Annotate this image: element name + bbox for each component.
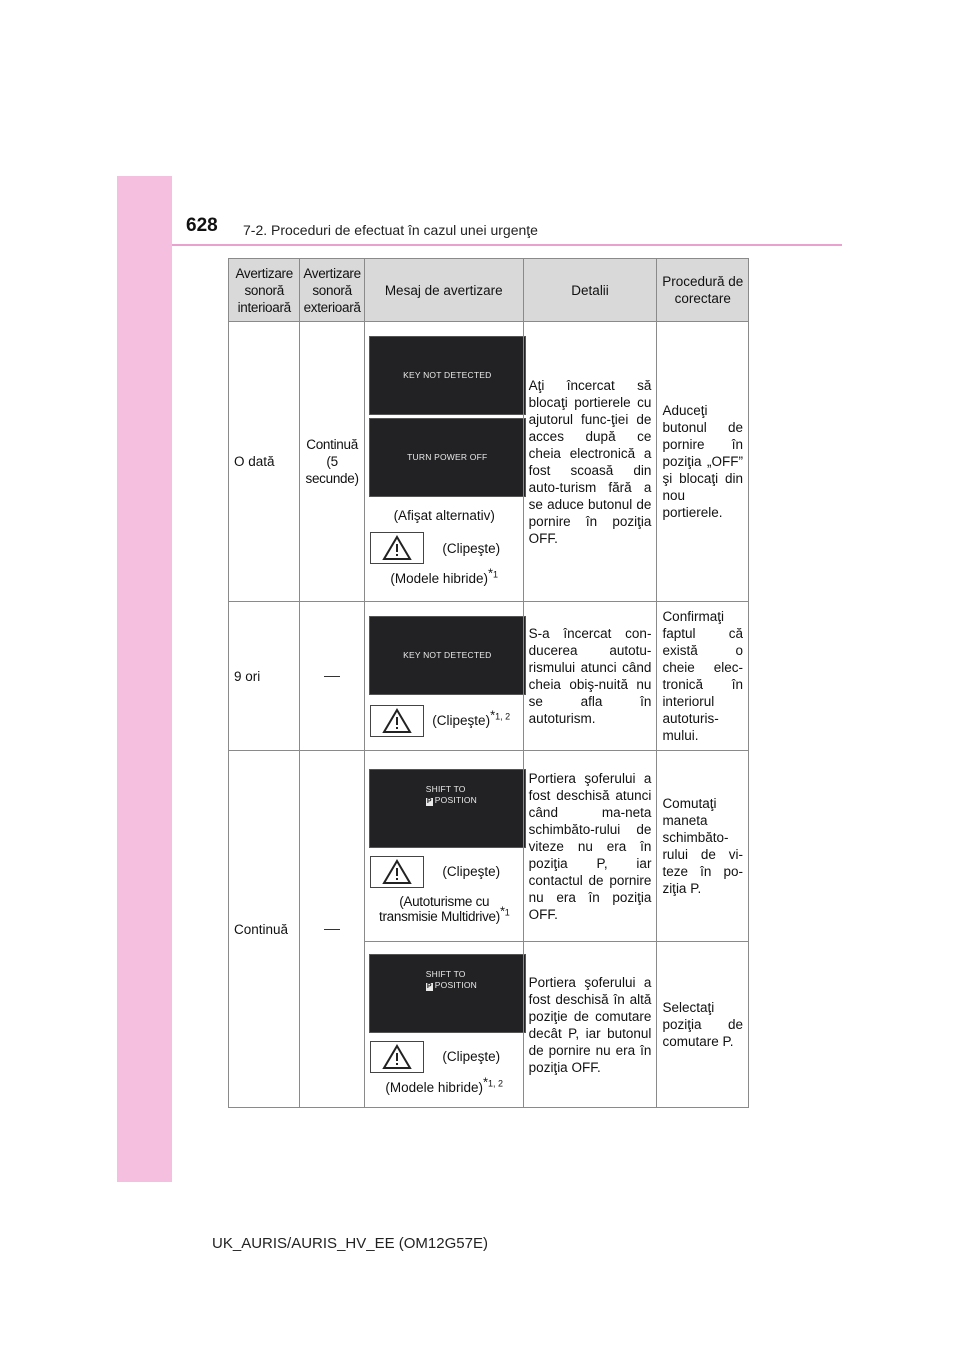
header-message: Mesaj de avertizare (364, 259, 523, 322)
page-footer (0, 1235, 960, 1252)
display-screen (369, 616, 526, 695)
details-cell: Portiera şoferului a fost deschisă atunci când ma-neta schimbăto-rului de viteze nu era în poziţia P, iar contactul de pornire nu era în poziţia OFF. (523, 751, 657, 942)
warning-label: (Clipeşte) (442, 1049, 501, 1064)
warning-light (370, 705, 424, 737)
exterior-buzzer-cell (300, 751, 364, 1108)
interior-buzzer-cell: Continuă (229, 751, 300, 1108)
warning-light (370, 1041, 424, 1073)
table-header-row (229, 259, 749, 322)
exterior-buzzer-cell: Continuă (5 secunde) (300, 322, 364, 602)
message-cell (364, 942, 523, 1108)
chapter-side-tab (117, 176, 172, 1182)
table-row (229, 322, 749, 602)
details-cell: Aţi încercat să blocaţi portierele cu ajutorul func-ţiei de acces după ce cheia electronică a fost scoasă din auto-turism fără a se aduce butonul de pornire în poziţia OFF. (523, 322, 657, 602)
warning-triangle-icon (382, 535, 412, 561)
interior-buzzer-cell: O dată (229, 322, 300, 602)
table-row (229, 751, 749, 942)
interior-buzzer-cell: 9 ori (229, 602, 300, 751)
header-details: Detalii (523, 259, 657, 322)
warning-light (370, 856, 424, 888)
screen-text: SHIFT TO (425, 783, 466, 794)
screen-text: KEY NOT DETECTED (403, 649, 492, 660)
model-note: (Modele hibride)*$^{1, 2}$ (385, 1074, 504, 1095)
footer-text: UK_AURIS/AURIS_HV_EE (OM12G57E) (212, 1235, 488, 1252)
display-screen (369, 418, 526, 497)
park-indicator-icon: P (426, 982, 432, 990)
alternate-note: (Afişat alternativ) (393, 508, 495, 523)
screen-text: TURN POWER OFF (407, 452, 488, 462)
header-divider (172, 244, 842, 246)
message-cell (364, 322, 523, 602)
warning-table (228, 258, 749, 1108)
header-exterior-buzzer: Avertizare sonoră exterioară (300, 259, 364, 322)
dash-mark (324, 929, 340, 930)
screen-text: POSITION (434, 794, 477, 805)
procedure-cell: Comutaţi maneta schimbăto-rului de vi-teze în po-ziţia P. (657, 751, 749, 942)
warning-triangle-icon (382, 1044, 412, 1070)
chapter-title: 7-2. Proceduri de efectuat în cazul unei urgenţe (243, 222, 538, 238)
warning-triangle-icon (382, 859, 412, 885)
procedure-cell: Aduceţi butonul de pornire în poziţia „OFF” şi blocaţi din nou portierele. (657, 322, 749, 602)
park-indicator-icon: P (426, 797, 432, 805)
warning-label: (Clipeşte)*$^{1, 2}$ (432, 707, 511, 728)
dash-mark (324, 676, 340, 677)
exterior-buzzer-cell (300, 602, 364, 751)
procedure-cell: Confirmaţi faptul că există o cheie elec-tronică în interiorul autoturis-mului. (657, 602, 749, 751)
model-note: (Modele hibride)*$^1$ (390, 565, 499, 586)
display-screen (369, 336, 526, 415)
screen-text: SHIFT TO (425, 968, 466, 979)
display-screen (369, 954, 526, 1033)
warning-light (370, 532, 424, 564)
table-row (229, 602, 749, 751)
display-screen (369, 769, 526, 848)
header-procedure: Procedură de corectare (657, 259, 749, 322)
warning-triangle-icon (382, 708, 412, 734)
header-interior-buzzer: Avertizare sonoră interioară (229, 259, 300, 322)
screen-text: KEY NOT DETECTED (403, 370, 492, 380)
model-note: (Autoturisme cu transmisie Multidrive)*$^1$ (379, 893, 510, 924)
details-cell: Portiera şoferului a fost deschisă în altă poziţie de comutare decât P, iar butonul de pornire nu era în poziţia OFF. (523, 942, 657, 1108)
warning-label: (Clipeşte) (442, 864, 501, 879)
message-cell (364, 602, 523, 751)
details-cell: S-a încercat con-ducerea autotu-rismului atunci când cheia obiş-nuită nu se afla în autoturism. (523, 602, 657, 751)
screen-text: POSITION (434, 979, 477, 990)
page-number: 628 (186, 215, 218, 236)
message-cell (364, 751, 523, 942)
warning-label: (Clipeşte) (442, 540, 501, 556)
procedure-cell: Selectaţi poziţia de comutare P. (657, 942, 749, 1108)
